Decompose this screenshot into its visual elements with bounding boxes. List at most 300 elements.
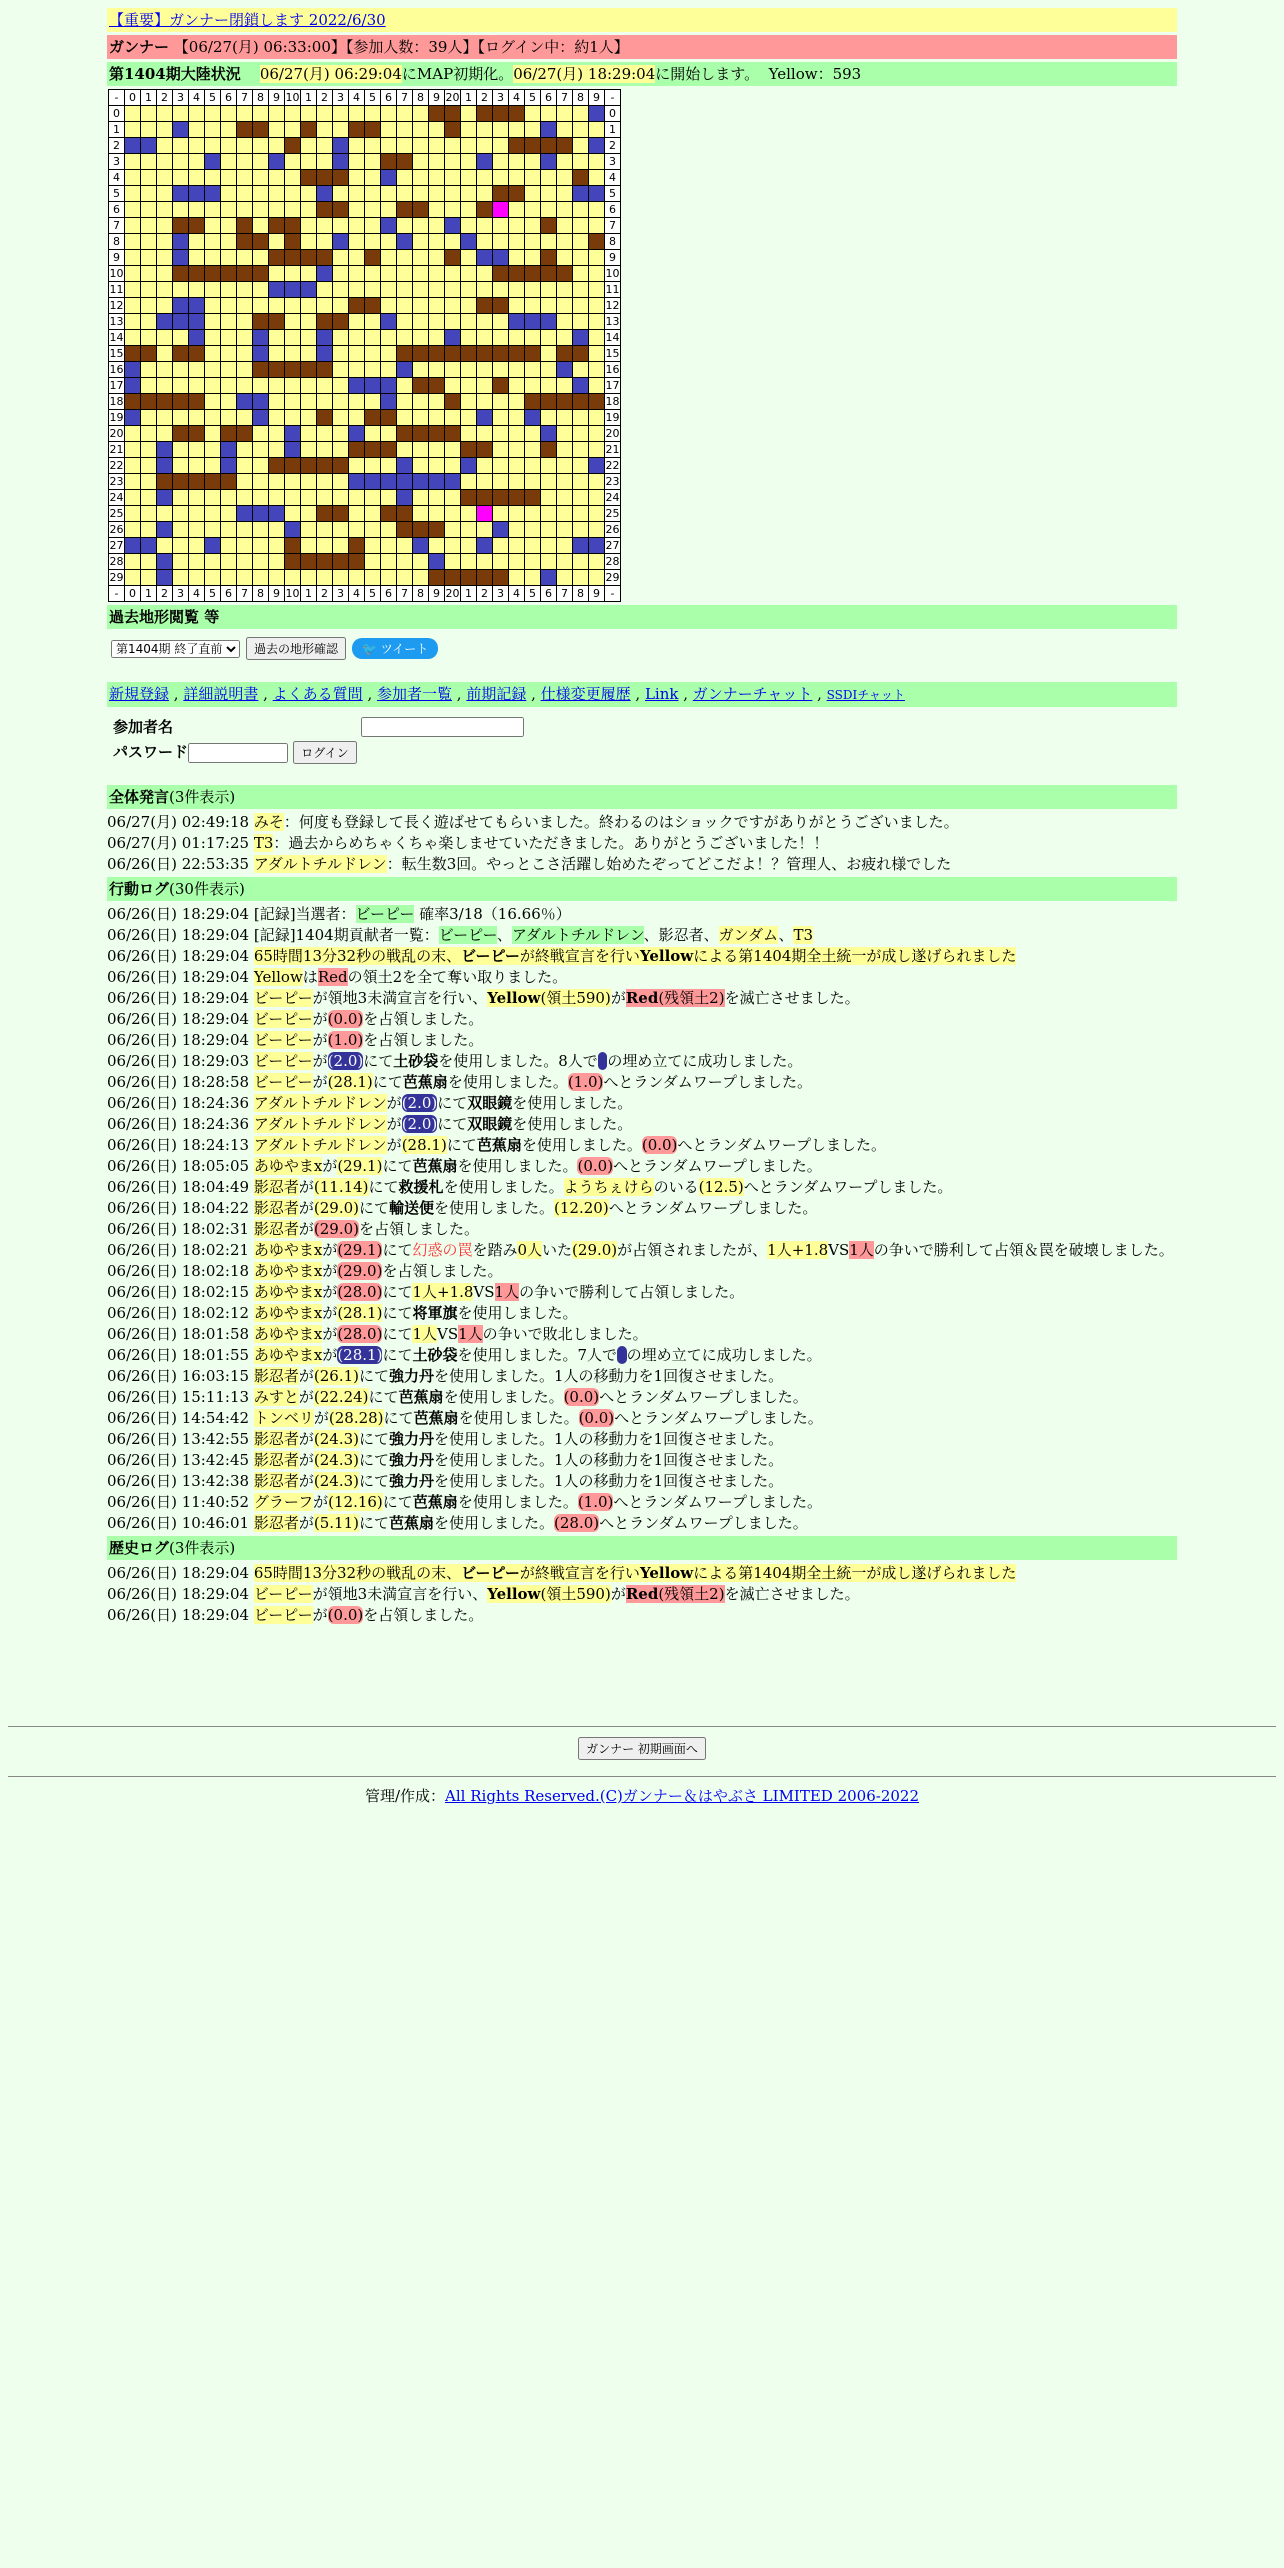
map-cell[interactable] (317, 410, 333, 426)
map-cell[interactable] (157, 394, 173, 410)
map-cell[interactable] (349, 298, 365, 314)
map-cell[interactable] (189, 410, 205, 426)
map-cell[interactable] (397, 490, 413, 506)
map-cell[interactable] (237, 250, 253, 266)
map-cell[interactable] (125, 570, 141, 586)
map-cell[interactable] (557, 330, 573, 346)
map-cell[interactable] (493, 170, 509, 186)
map-cell[interactable] (221, 122, 237, 138)
map-cell[interactable] (269, 282, 285, 298)
map-cell[interactable] (525, 282, 541, 298)
map-cell[interactable] (157, 330, 173, 346)
map-cell[interactable] (445, 474, 461, 490)
map-cell[interactable] (301, 378, 317, 394)
map-cell[interactable] (317, 170, 333, 186)
map-cell[interactable] (173, 106, 189, 122)
map-cell[interactable] (589, 266, 605, 282)
map-cell[interactable] (269, 298, 285, 314)
map-cell[interactable] (301, 170, 317, 186)
map-cell[interactable] (189, 522, 205, 538)
map-cell[interactable] (285, 426, 301, 442)
map-cell[interactable] (157, 298, 173, 314)
map-cell[interactable] (301, 362, 317, 378)
map-cell[interactable] (573, 426, 589, 442)
map-cell[interactable] (445, 330, 461, 346)
map-cell[interactable] (445, 266, 461, 282)
map-cell[interactable] (381, 538, 397, 554)
map-cell[interactable] (237, 346, 253, 362)
map-cell[interactable] (125, 442, 141, 458)
map-cell[interactable] (125, 314, 141, 330)
map-cell[interactable] (221, 298, 237, 314)
map-cell[interactable] (573, 474, 589, 490)
map-cell[interactable] (221, 330, 237, 346)
map-cell[interactable] (397, 266, 413, 282)
map-cell[interactable] (493, 522, 509, 538)
map-cell[interactable] (525, 138, 541, 154)
map-cell[interactable] (285, 154, 301, 170)
map-cell[interactable] (413, 122, 429, 138)
map-cell[interactable] (429, 394, 445, 410)
map-cell[interactable] (493, 154, 509, 170)
map-cell[interactable] (365, 122, 381, 138)
map-cell[interactable] (589, 122, 605, 138)
map-cell[interactable] (557, 394, 573, 410)
map-cell[interactable] (221, 490, 237, 506)
map-cell[interactable] (269, 154, 285, 170)
map-cell[interactable] (253, 362, 269, 378)
map-cell[interactable] (189, 218, 205, 234)
map-cell[interactable] (269, 378, 285, 394)
credit-link[interactable]: All Rights Reserved.(C)ガンナー＆はやぶさ LIMITED 2006-2022 (445, 1787, 920, 1805)
map-cell[interactable] (525, 474, 541, 490)
map-cell[interactable] (381, 186, 397, 202)
map-cell[interactable] (365, 250, 381, 266)
map-cell[interactable] (205, 410, 221, 426)
map-cell[interactable] (573, 442, 589, 458)
map-cell[interactable] (477, 490, 493, 506)
map-cell[interactable] (429, 218, 445, 234)
map-cell[interactable] (461, 362, 477, 378)
map-cell[interactable] (333, 394, 349, 410)
map-cell[interactable] (237, 282, 253, 298)
map-cell[interactable] (461, 490, 477, 506)
map-cell[interactable] (189, 186, 205, 202)
map-cell[interactable] (365, 506, 381, 522)
map-cell[interactable] (173, 378, 189, 394)
map-cell[interactable] (413, 394, 429, 410)
map-cell[interactable] (141, 170, 157, 186)
map-cell[interactable] (413, 426, 429, 442)
map-cell[interactable] (589, 442, 605, 458)
map-cell[interactable] (461, 570, 477, 586)
map-cell[interactable] (301, 138, 317, 154)
map-cell[interactable] (589, 186, 605, 202)
map-cell[interactable] (221, 362, 237, 378)
map-cell[interactable] (141, 522, 157, 538)
map-cell[interactable] (381, 122, 397, 138)
map-cell[interactable] (381, 394, 397, 410)
map-cell[interactable] (397, 506, 413, 522)
map-cell[interactable] (333, 250, 349, 266)
map-cell[interactable] (141, 570, 157, 586)
map-cell[interactable] (205, 138, 221, 154)
map-cell[interactable] (269, 442, 285, 458)
map-cell[interactable] (173, 490, 189, 506)
map-cell[interactable] (333, 378, 349, 394)
map-cell[interactable] (285, 506, 301, 522)
map-cell[interactable] (365, 554, 381, 570)
map-cell[interactable] (509, 218, 525, 234)
map-cell[interactable] (125, 154, 141, 170)
map-cell[interactable] (221, 458, 237, 474)
map-cell[interactable] (173, 346, 189, 362)
map-cell[interactable] (461, 522, 477, 538)
map-cell[interactable] (269, 234, 285, 250)
map-cell[interactable] (525, 122, 541, 138)
map-cell[interactable] (349, 506, 365, 522)
nav-link-ssdi-chat[interactable]: SSDIチャット (826, 688, 905, 702)
map-cell[interactable] (333, 490, 349, 506)
map-cell[interactable] (541, 378, 557, 394)
map-cell[interactable] (253, 410, 269, 426)
map-cell[interactable] (205, 570, 221, 586)
map-cell[interactable] (525, 442, 541, 458)
map-cell[interactable] (397, 314, 413, 330)
map-cell[interactable] (173, 426, 189, 442)
map-cell[interactable] (221, 218, 237, 234)
map-cell[interactable] (557, 410, 573, 426)
map-cell[interactable] (429, 426, 445, 442)
map-cell[interactable] (157, 538, 173, 554)
map-cell[interactable] (493, 538, 509, 554)
map-cell[interactable] (285, 298, 301, 314)
map-cell[interactable] (141, 202, 157, 218)
map-cell[interactable] (493, 490, 509, 506)
map-cell[interactable] (269, 554, 285, 570)
map-cell[interactable] (365, 474, 381, 490)
map-cell[interactable] (493, 314, 509, 330)
map-cell[interactable] (189, 442, 205, 458)
map-cell[interactable] (557, 378, 573, 394)
map-cell[interactable] (445, 186, 461, 202)
map-cell[interactable] (557, 266, 573, 282)
map-cell[interactable] (445, 250, 461, 266)
map-cell[interactable] (525, 490, 541, 506)
map-cell[interactable] (253, 266, 269, 282)
map-cell[interactable] (365, 106, 381, 122)
map-cell[interactable] (253, 554, 269, 570)
map-cell[interactable] (365, 458, 381, 474)
map-cell[interactable] (573, 298, 589, 314)
map-cell[interactable] (557, 154, 573, 170)
map-cell[interactable] (365, 410, 381, 426)
map-cell[interactable] (573, 266, 589, 282)
map-cell[interactable] (237, 570, 253, 586)
tweet-button[interactable]: 🐦 ツイート (352, 638, 438, 659)
map-cell[interactable] (461, 298, 477, 314)
map-cell[interactable] (589, 570, 605, 586)
map-cell[interactable] (125, 458, 141, 474)
map-cell[interactable] (397, 394, 413, 410)
map-cell[interactable] (205, 250, 221, 266)
map-cell[interactable] (157, 474, 173, 490)
map-cell[interactable] (429, 522, 445, 538)
map-cell[interactable] (573, 250, 589, 266)
map-cell[interactable] (141, 138, 157, 154)
map-cell[interactable] (237, 234, 253, 250)
map-cell[interactable] (141, 282, 157, 298)
map-cell[interactable] (269, 314, 285, 330)
map-cell[interactable] (221, 378, 237, 394)
map-cell[interactable] (285, 138, 301, 154)
map-cell[interactable] (349, 170, 365, 186)
map-cell[interactable] (589, 378, 605, 394)
map-cell[interactable] (141, 442, 157, 458)
map-cell[interactable] (509, 106, 525, 122)
map-cell[interactable] (525, 570, 541, 586)
map-cell[interactable] (573, 554, 589, 570)
map-cell[interactable] (301, 218, 317, 234)
map-cell[interactable] (269, 170, 285, 186)
map-cell[interactable] (157, 426, 173, 442)
map-cell[interactable] (445, 170, 461, 186)
map-cell[interactable] (429, 362, 445, 378)
map-cell[interactable] (445, 538, 461, 554)
map-cell[interactable] (269, 538, 285, 554)
map-cell[interactable] (301, 250, 317, 266)
map-cell[interactable] (125, 202, 141, 218)
map-cell[interactable] (253, 522, 269, 538)
map-cell[interactable] (493, 186, 509, 202)
map-cell[interactable] (189, 490, 205, 506)
map-cell[interactable] (429, 202, 445, 218)
map-cell[interactable] (253, 250, 269, 266)
map-cell[interactable] (365, 522, 381, 538)
map-cell[interactable] (189, 330, 205, 346)
map-cell[interactable] (269, 426, 285, 442)
map-cell[interactable] (413, 330, 429, 346)
map-cell[interactable] (589, 554, 605, 570)
map-cell[interactable] (157, 154, 173, 170)
map-cell[interactable] (477, 170, 493, 186)
map-cell[interactable] (381, 202, 397, 218)
map-cell[interactable] (589, 346, 605, 362)
map-cell[interactable] (189, 282, 205, 298)
nav-link-changelog[interactable]: 仕様変更履歴 (540, 685, 631, 703)
map-cell[interactable] (413, 538, 429, 554)
map-cell[interactable] (365, 314, 381, 330)
map-cell[interactable] (269, 106, 285, 122)
map-cell[interactable] (445, 506, 461, 522)
map-cell[interactable] (205, 442, 221, 458)
map-cell[interactable] (413, 202, 429, 218)
map-cell[interactable] (557, 490, 573, 506)
map-cell[interactable] (125, 362, 141, 378)
map-cell[interactable] (413, 234, 429, 250)
map-cell[interactable] (493, 362, 509, 378)
map-cell[interactable] (509, 138, 525, 154)
map-cell[interactable] (429, 474, 445, 490)
map-cell[interactable] (381, 346, 397, 362)
map-cell[interactable] (333, 202, 349, 218)
map-cell[interactable] (509, 122, 525, 138)
map-cell[interactable] (125, 298, 141, 314)
map-cell[interactable] (525, 346, 541, 362)
map-cell[interactable] (173, 330, 189, 346)
map-cell[interactable] (541, 522, 557, 538)
map-cell[interactable] (509, 314, 525, 330)
map-cell[interactable] (493, 506, 509, 522)
map-cell[interactable] (541, 202, 557, 218)
map-cell[interactable] (317, 458, 333, 474)
map-cell[interactable] (285, 458, 301, 474)
map-cell[interactable] (157, 170, 173, 186)
map-cell[interactable] (349, 234, 365, 250)
map-cell[interactable] (429, 538, 445, 554)
map-cell[interactable] (461, 330, 477, 346)
map-cell[interactable] (541, 122, 557, 138)
map-cell[interactable] (365, 330, 381, 346)
map-cell[interactable] (141, 186, 157, 202)
map-cell[interactable] (509, 250, 525, 266)
map-cell[interactable] (221, 346, 237, 362)
map-cell[interactable] (189, 570, 205, 586)
map-cell[interactable] (333, 346, 349, 362)
map-cell[interactable] (125, 330, 141, 346)
map-cell[interactable] (333, 458, 349, 474)
map-cell[interactable] (493, 234, 509, 250)
map-cell[interactable] (525, 154, 541, 170)
map-cell[interactable] (125, 410, 141, 426)
map-cell[interactable] (237, 410, 253, 426)
name-input[interactable] (361, 717, 524, 737)
map-cell[interactable] (589, 298, 605, 314)
map-cell[interactable] (205, 378, 221, 394)
map-cell[interactable] (493, 410, 509, 426)
map-cell[interactable] (269, 122, 285, 138)
map-cell[interactable] (509, 330, 525, 346)
notice-link[interactable]: 【重要】ガンナー閉鎖します 2022/6/30 (109, 11, 386, 29)
map-cell[interactable] (173, 250, 189, 266)
map-cell[interactable] (221, 522, 237, 538)
map-cell[interactable] (493, 474, 509, 490)
map-cell[interactable] (509, 170, 525, 186)
map-cell[interactable] (221, 442, 237, 458)
map-cell[interactable] (125, 426, 141, 442)
map-cell[interactable] (333, 362, 349, 378)
map-cell[interactable] (333, 170, 349, 186)
map-cell[interactable] (461, 106, 477, 122)
map-cell[interactable] (173, 570, 189, 586)
map-cell[interactable] (381, 522, 397, 538)
map-cell[interactable] (477, 218, 493, 234)
map-cell[interactable] (141, 554, 157, 570)
map-cell[interactable] (173, 362, 189, 378)
map-cell[interactable] (237, 490, 253, 506)
map-cell[interactable] (157, 506, 173, 522)
map-cell[interactable] (141, 106, 157, 122)
map-cell[interactable] (445, 442, 461, 458)
map-cell[interactable] (333, 426, 349, 442)
map-cell[interactable] (125, 250, 141, 266)
map-cell[interactable] (525, 554, 541, 570)
map-cell[interactable] (205, 314, 221, 330)
map-cell[interactable] (285, 266, 301, 282)
map-cell[interactable] (557, 554, 573, 570)
map-cell[interactable] (317, 426, 333, 442)
map-cell[interactable] (461, 186, 477, 202)
map-cell[interactable] (557, 122, 573, 138)
map-cell[interactable] (141, 426, 157, 442)
map-cell[interactable] (253, 490, 269, 506)
map-cell[interactable] (157, 378, 173, 394)
map-cell[interactable] (397, 234, 413, 250)
map-cell[interactable] (461, 474, 477, 490)
map-cell[interactable] (125, 138, 141, 154)
map-cell[interactable] (413, 218, 429, 234)
map-cell[interactable] (397, 154, 413, 170)
map-cell[interactable] (461, 394, 477, 410)
map-cell[interactable] (365, 202, 381, 218)
map-cell[interactable] (509, 362, 525, 378)
map-cell[interactable] (429, 298, 445, 314)
map-cell[interactable] (413, 522, 429, 538)
map-cell[interactable] (525, 378, 541, 394)
map-cell[interactable] (317, 154, 333, 170)
map-cell[interactable] (541, 186, 557, 202)
map-cell[interactable] (381, 218, 397, 234)
map-cell[interactable] (269, 186, 285, 202)
map-cell[interactable] (269, 346, 285, 362)
map-cell[interactable] (525, 522, 541, 538)
map-cell[interactable] (269, 218, 285, 234)
map-cell[interactable] (477, 442, 493, 458)
map-cell[interactable] (349, 106, 365, 122)
map-cell[interactable] (429, 378, 445, 394)
map-cell[interactable] (285, 490, 301, 506)
map-cell[interactable] (573, 122, 589, 138)
map-cell[interactable] (349, 186, 365, 202)
map-cell[interactable] (285, 410, 301, 426)
map-cell[interactable] (429, 410, 445, 426)
map-cell[interactable] (445, 106, 461, 122)
map-cell[interactable] (333, 506, 349, 522)
map-cell[interactable] (205, 330, 221, 346)
map-cell[interactable] (365, 138, 381, 154)
map-cell[interactable] (141, 314, 157, 330)
map-cell[interactable] (301, 330, 317, 346)
map-cell[interactable] (509, 538, 525, 554)
map-cell[interactable] (509, 186, 525, 202)
map-cell[interactable] (445, 138, 461, 154)
map-cell[interactable] (221, 570, 237, 586)
map-cell[interactable] (461, 314, 477, 330)
map-cell[interactable] (301, 554, 317, 570)
map-cell[interactable] (413, 362, 429, 378)
map-cell[interactable] (205, 458, 221, 474)
map-cell[interactable] (461, 538, 477, 554)
map-cell[interactable] (381, 506, 397, 522)
map-cell[interactable] (557, 106, 573, 122)
map-cell[interactable] (301, 426, 317, 442)
map-cell[interactable] (237, 154, 253, 170)
map-cell[interactable] (573, 330, 589, 346)
map-cell[interactable] (205, 522, 221, 538)
map-cell[interactable] (445, 202, 461, 218)
map-cell[interactable] (333, 522, 349, 538)
map-cell[interactable] (317, 490, 333, 506)
